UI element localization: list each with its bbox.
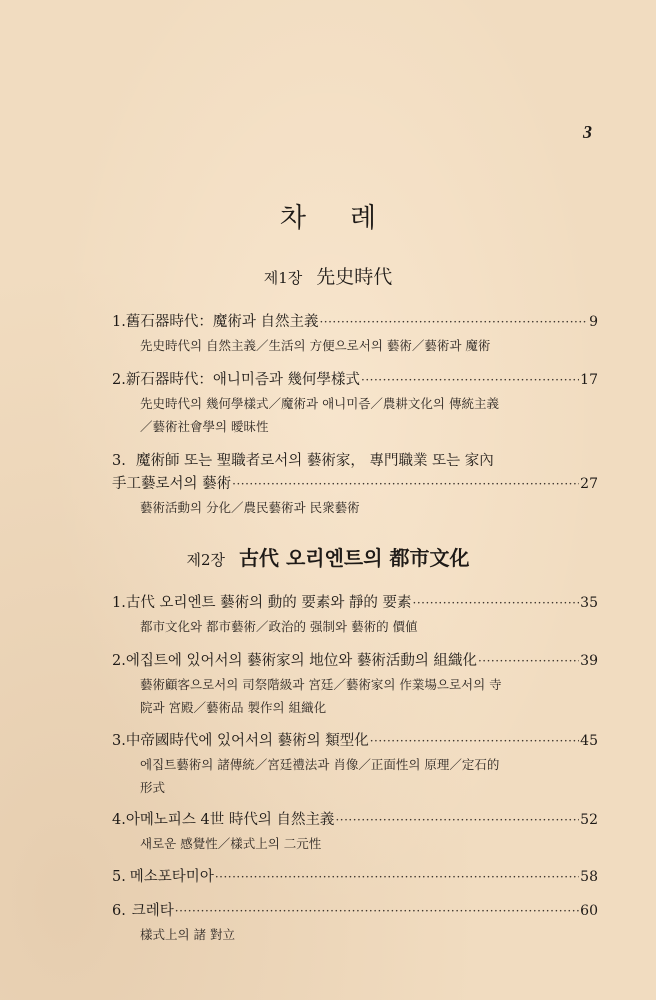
entry-subtopics: 形式	[140, 780, 166, 795]
entry-title: 메소포타미아	[129, 869, 214, 885]
entry-line	[112, 311, 598, 334]
page-number: 3	[583, 122, 592, 142]
entry-title: 魔術師 또는 聖職者로서의 藝術家， 專門職業 또는 家內	[136, 453, 494, 469]
entry-title: 크레타	[131, 903, 174, 919]
entry-page: 9	[589, 314, 598, 330]
entry-line	[112, 592, 598, 615]
dot-leader	[478, 650, 579, 673]
entry-subtopics: 藝術活動의 分化／農民藝術과 民衆藝術	[140, 500, 360, 515]
entry-number: 4.	[112, 812, 126, 828]
entry-page: 17	[580, 372, 598, 388]
chapter-title: 先史時代	[316, 266, 393, 288]
dot-leader	[319, 311, 588, 334]
dot-leader	[370, 730, 579, 753]
chapter-heading-2	[0, 542, 656, 571]
entry-line	[112, 369, 598, 392]
entry-page: 60	[580, 903, 598, 919]
entry-subtopics: 에집트藝術의 諸傳統／宮廷禮法과 肖像／正面性의 原理／定石的	[140, 757, 500, 772]
entry-page: 27	[580, 476, 598, 492]
entry-number: 5.	[112, 869, 126, 885]
entry-title: 古代 오리엔트 藝術의 動的 要素와 靜的 要素	[125, 595, 412, 611]
entry-page: 58	[580, 869, 598, 885]
toc-entry[interactable]	[112, 311, 598, 357]
entry-subtopics: 藝術顧客으로서의 司祭階級과 宮廷／藝術家의 作業場으로서의 寺	[140, 677, 502, 692]
entry-subtopics: 새로운 感覺性／樣式上의 二元性	[140, 836, 322, 851]
entry-page: 52	[580, 812, 598, 828]
entry-page: 39	[580, 653, 598, 669]
toc-entry[interactable]	[112, 730, 598, 799]
toc-entry[interactable]	[112, 592, 598, 638]
entry-title: 中帝國時代에 있어서의 藝術의 類型化	[125, 733, 369, 749]
entry-line	[112, 450, 598, 473]
entry-number: 3.	[112, 453, 126, 469]
entry-title: 아메노피스 4世 時代의 自然主義	[125, 812, 335, 828]
entry-subtopics: 先史時代의 自然主義／生活의 方便으로서의 藝術／藝術과 魔術	[140, 338, 491, 353]
entry-page: 45	[580, 733, 598, 749]
dot-leader	[215, 866, 579, 889]
entry-subtopics: ／藝術社會學의 曖昧性	[140, 419, 269, 434]
entry-number: 1.	[112, 595, 126, 611]
entry-line	[112, 900, 598, 923]
entry-line	[112, 650, 598, 673]
entry-title-continued: 手工藝로서의 藝術	[112, 476, 232, 492]
entry-number: 3.	[112, 733, 126, 749]
toc-entry[interactable]	[112, 450, 598, 519]
dot-leader	[175, 900, 579, 923]
toc-entry[interactable]	[112, 866, 598, 889]
entry-subtopics: 樣式上의 諸 對立	[140, 927, 236, 942]
dot-leader	[335, 809, 579, 832]
entry-title: 舊石器時代：魔術과 自然主義	[125, 314, 319, 330]
chapter-number: 제1장	[263, 269, 303, 287]
entry-line	[112, 809, 598, 832]
entry-title: 新石器時代：애니미즘과 幾何學樣式	[125, 372, 360, 388]
entry-subtopics: 都市文化와 都市藝術／政治的 强制와 藝術的 價値	[140, 619, 418, 634]
dot-leader	[413, 592, 580, 615]
chapter-number: 제2장	[186, 551, 225, 569]
chapter-heading-1	[0, 262, 656, 289]
toc-entry[interactable]	[112, 369, 598, 438]
toc-entry[interactable]	[112, 809, 598, 855]
toc-title: 차례	[279, 203, 421, 234]
entry-number: 6.	[112, 903, 126, 919]
entry-line	[112, 473, 598, 496]
entry-line	[112, 866, 598, 889]
toc-entry[interactable]	[112, 650, 598, 719]
entry-number: 1.	[112, 314, 126, 330]
dot-leader	[232, 473, 579, 496]
dot-leader	[361, 369, 579, 392]
entry-subtopics: 先史時代의 幾何學樣式／魔術과 애니미즘／農耕文化의 傳統主義	[140, 396, 499, 411]
entry-number: 2.	[112, 653, 126, 669]
chapter-title: 古代 오리엔트의 都市文化	[239, 546, 470, 570]
entry-page: 35	[580, 595, 598, 611]
entry-line	[112, 730, 598, 753]
entry-title: 에집트에 있어서의 藝術家의 地位와 藝術活動의 組織化	[125, 653, 477, 669]
entry-number: 2.	[112, 372, 126, 388]
entry-subtopics: 院과 宮殿／藝術品 製作의 組織化	[140, 700, 327, 715]
toc-entry[interactable]	[112, 900, 598, 946]
